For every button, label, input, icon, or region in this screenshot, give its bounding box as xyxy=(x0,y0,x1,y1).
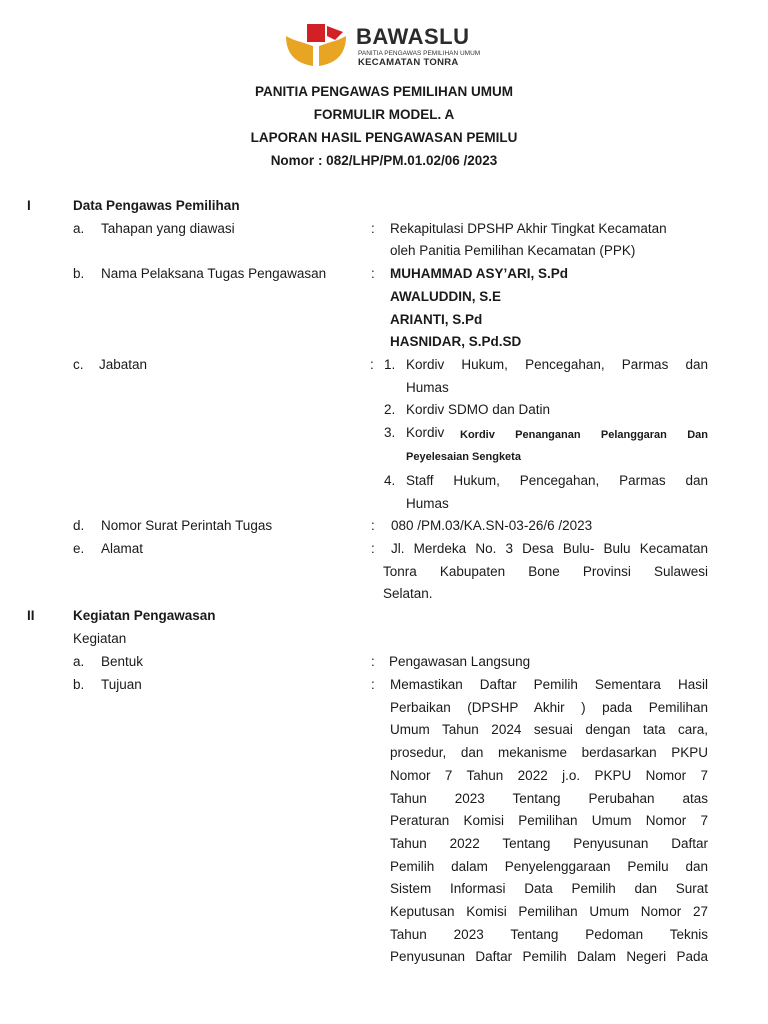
doc-header-line2: FORMULIR MODEL. A xyxy=(313,107,455,122)
position-3 xyxy=(460,424,708,446)
position-2-line1: Kordiv SDMO dan Datin xyxy=(406,402,551,417)
assignment-letter-number: 080 /PM.03/KA.SN-03-26/6 /2023 xyxy=(391,518,593,533)
purpose-line2: Perbaikan (DPSHP Akhir ) pada Pemilihan xyxy=(390,699,708,715)
section1-title: Data Pengawas Pemilihan xyxy=(73,198,240,213)
doc-header-line3: LAPORAN HASIL PENGAWASAN PEMILU xyxy=(250,130,518,145)
item-c-label: Jabatan xyxy=(99,357,148,372)
purpose-line12: Tahun 2023 Tentang Pedoman Teknis xyxy=(390,926,708,942)
item-e-colon: : xyxy=(371,541,375,556)
position-4-number: 4. xyxy=(384,473,396,488)
item-c-colon: : xyxy=(370,357,374,372)
bawaslu-emblem-icon xyxy=(283,22,349,68)
address-line3: Selatan. xyxy=(383,586,433,602)
position-1 xyxy=(406,354,708,399)
item-b-letter: b. xyxy=(73,266,85,281)
item-2a-letter: a. xyxy=(73,654,85,669)
logo-subtitle: PANITIA PENGAWAS PEMILIHAN UMUM xyxy=(358,50,481,57)
position-3-line2: Peyelesaian Sengketa xyxy=(406,451,521,463)
item-2b-label: Tujuan xyxy=(101,677,142,692)
position-1-number: 1. xyxy=(384,357,396,372)
item-b-label: Nama Pelaksana Tugas Pengawasan xyxy=(101,266,327,281)
item-2b-letter: b. xyxy=(73,677,85,692)
item-d-colon: : xyxy=(371,518,375,533)
purpose-line1: Memastikan Daftar Pemilih Sementara Hasil xyxy=(390,677,708,692)
purpose-line5: Nomor 7 Tahun 2022 j.o. PKPU Nomor 7 xyxy=(390,767,708,783)
item-a-value-line2: oleh Panitia Pemilihan Kecamatan (PPK) xyxy=(390,243,636,258)
item-2a-colon: : xyxy=(371,654,375,669)
officer-name-1: MUHAMMAD ASY’ARI, S.Pd xyxy=(390,266,568,281)
position-2-number: 2. xyxy=(384,402,396,417)
item-a-colon: : xyxy=(371,221,375,236)
section2-number: II xyxy=(27,608,35,623)
officer-name-3: ARIANTI, S.Pd xyxy=(390,312,483,327)
position-3-prefix: Kordiv xyxy=(406,425,445,440)
item-e-label: Alamat xyxy=(101,541,144,556)
address-line1: Jl. Merdeka No. 3 Desa Bulu- Bulu Kecamatan xyxy=(391,541,708,556)
logo-name: BAWASLU xyxy=(356,24,470,49)
officer-name-4: HASNIDAR, S.Pd.SD xyxy=(390,334,522,349)
purpose-line7: Peraturan Komisi Pemilihan Umum Nomor 7 xyxy=(390,813,708,829)
section1-number: I xyxy=(27,198,31,213)
purpose-line6: Tahun 2023 Tentang Perubahan atas xyxy=(390,790,708,806)
bawaslu-logo xyxy=(283,22,498,68)
doc-header-line1: PANITIA PENGAWAS PEMILIHAN UMUM xyxy=(254,84,513,99)
address xyxy=(383,538,708,606)
item-d-letter: d. xyxy=(73,518,85,533)
activity-form: Pengawasan Langsung xyxy=(389,654,531,669)
section2-subtitle: Kegiatan xyxy=(73,631,127,646)
item-a-value-line1: Rekapitulasi DPSHP Akhir Tingkat Kecamatan xyxy=(390,221,667,236)
doc-number: Nomor : 082/LHP/PM.01.02/06 /2023 xyxy=(270,153,498,168)
item-d-label: Nomor Surat Perintah Tugas xyxy=(101,518,273,533)
logo-district: KECAMATAN TONRA xyxy=(358,57,459,68)
item-a-letter: a. xyxy=(73,221,85,236)
purpose-line9: Pemilih dalam Penyelenggaraan Pemilu dan xyxy=(390,858,708,874)
position-4 xyxy=(406,470,708,515)
purpose-line3: Umum Tahun 2024 sesuai dengan tata cara, xyxy=(390,722,708,738)
position-1-line2: Humas xyxy=(406,379,449,395)
item-b-colon: : xyxy=(371,266,375,281)
purpose-line10: Sistem Informasi Data Pemilih dan Surat xyxy=(390,881,708,897)
purpose-line11: Keputusan Komisi Pemilihan Umum Nomor 27 xyxy=(390,904,708,920)
item-e-letter: e. xyxy=(73,541,85,556)
purpose-line13: Penyusunan Daftar Pemilih Dalam Negeri Pada xyxy=(390,949,708,965)
purpose-line4: prosedur, dan mekanisme berdasarkan PKPU xyxy=(390,745,708,761)
position-3-number: 3. xyxy=(384,425,396,440)
position-3-line1: Kordiv Penanganan Pelanggaran Dan xyxy=(460,429,708,441)
item-2a-label: Bentuk xyxy=(101,654,144,669)
item-c-letter: c. xyxy=(73,357,84,372)
item-a-label: Tahapan yang diawasi xyxy=(101,221,235,236)
section2-title: Kegiatan Pengawasan xyxy=(73,608,216,623)
item-2b-colon: : xyxy=(371,677,375,692)
position-1-line1: Kordiv Hukum, Pencegahan, Parmas dan xyxy=(406,357,708,372)
address-line2: Tonra Kabupaten Bone Provinsi Sulawesi xyxy=(383,563,708,579)
purpose-line8: Tahun 2022 Tentang Penyusunan Daftar xyxy=(390,835,708,851)
activity-purpose xyxy=(390,674,708,969)
position-4-line2: Humas xyxy=(406,495,449,511)
position-4-line1: Staff Hukum, Pencegahan, Parmas dan xyxy=(406,473,708,488)
officer-name-2: AWALUDDIN, S.E xyxy=(390,289,502,304)
